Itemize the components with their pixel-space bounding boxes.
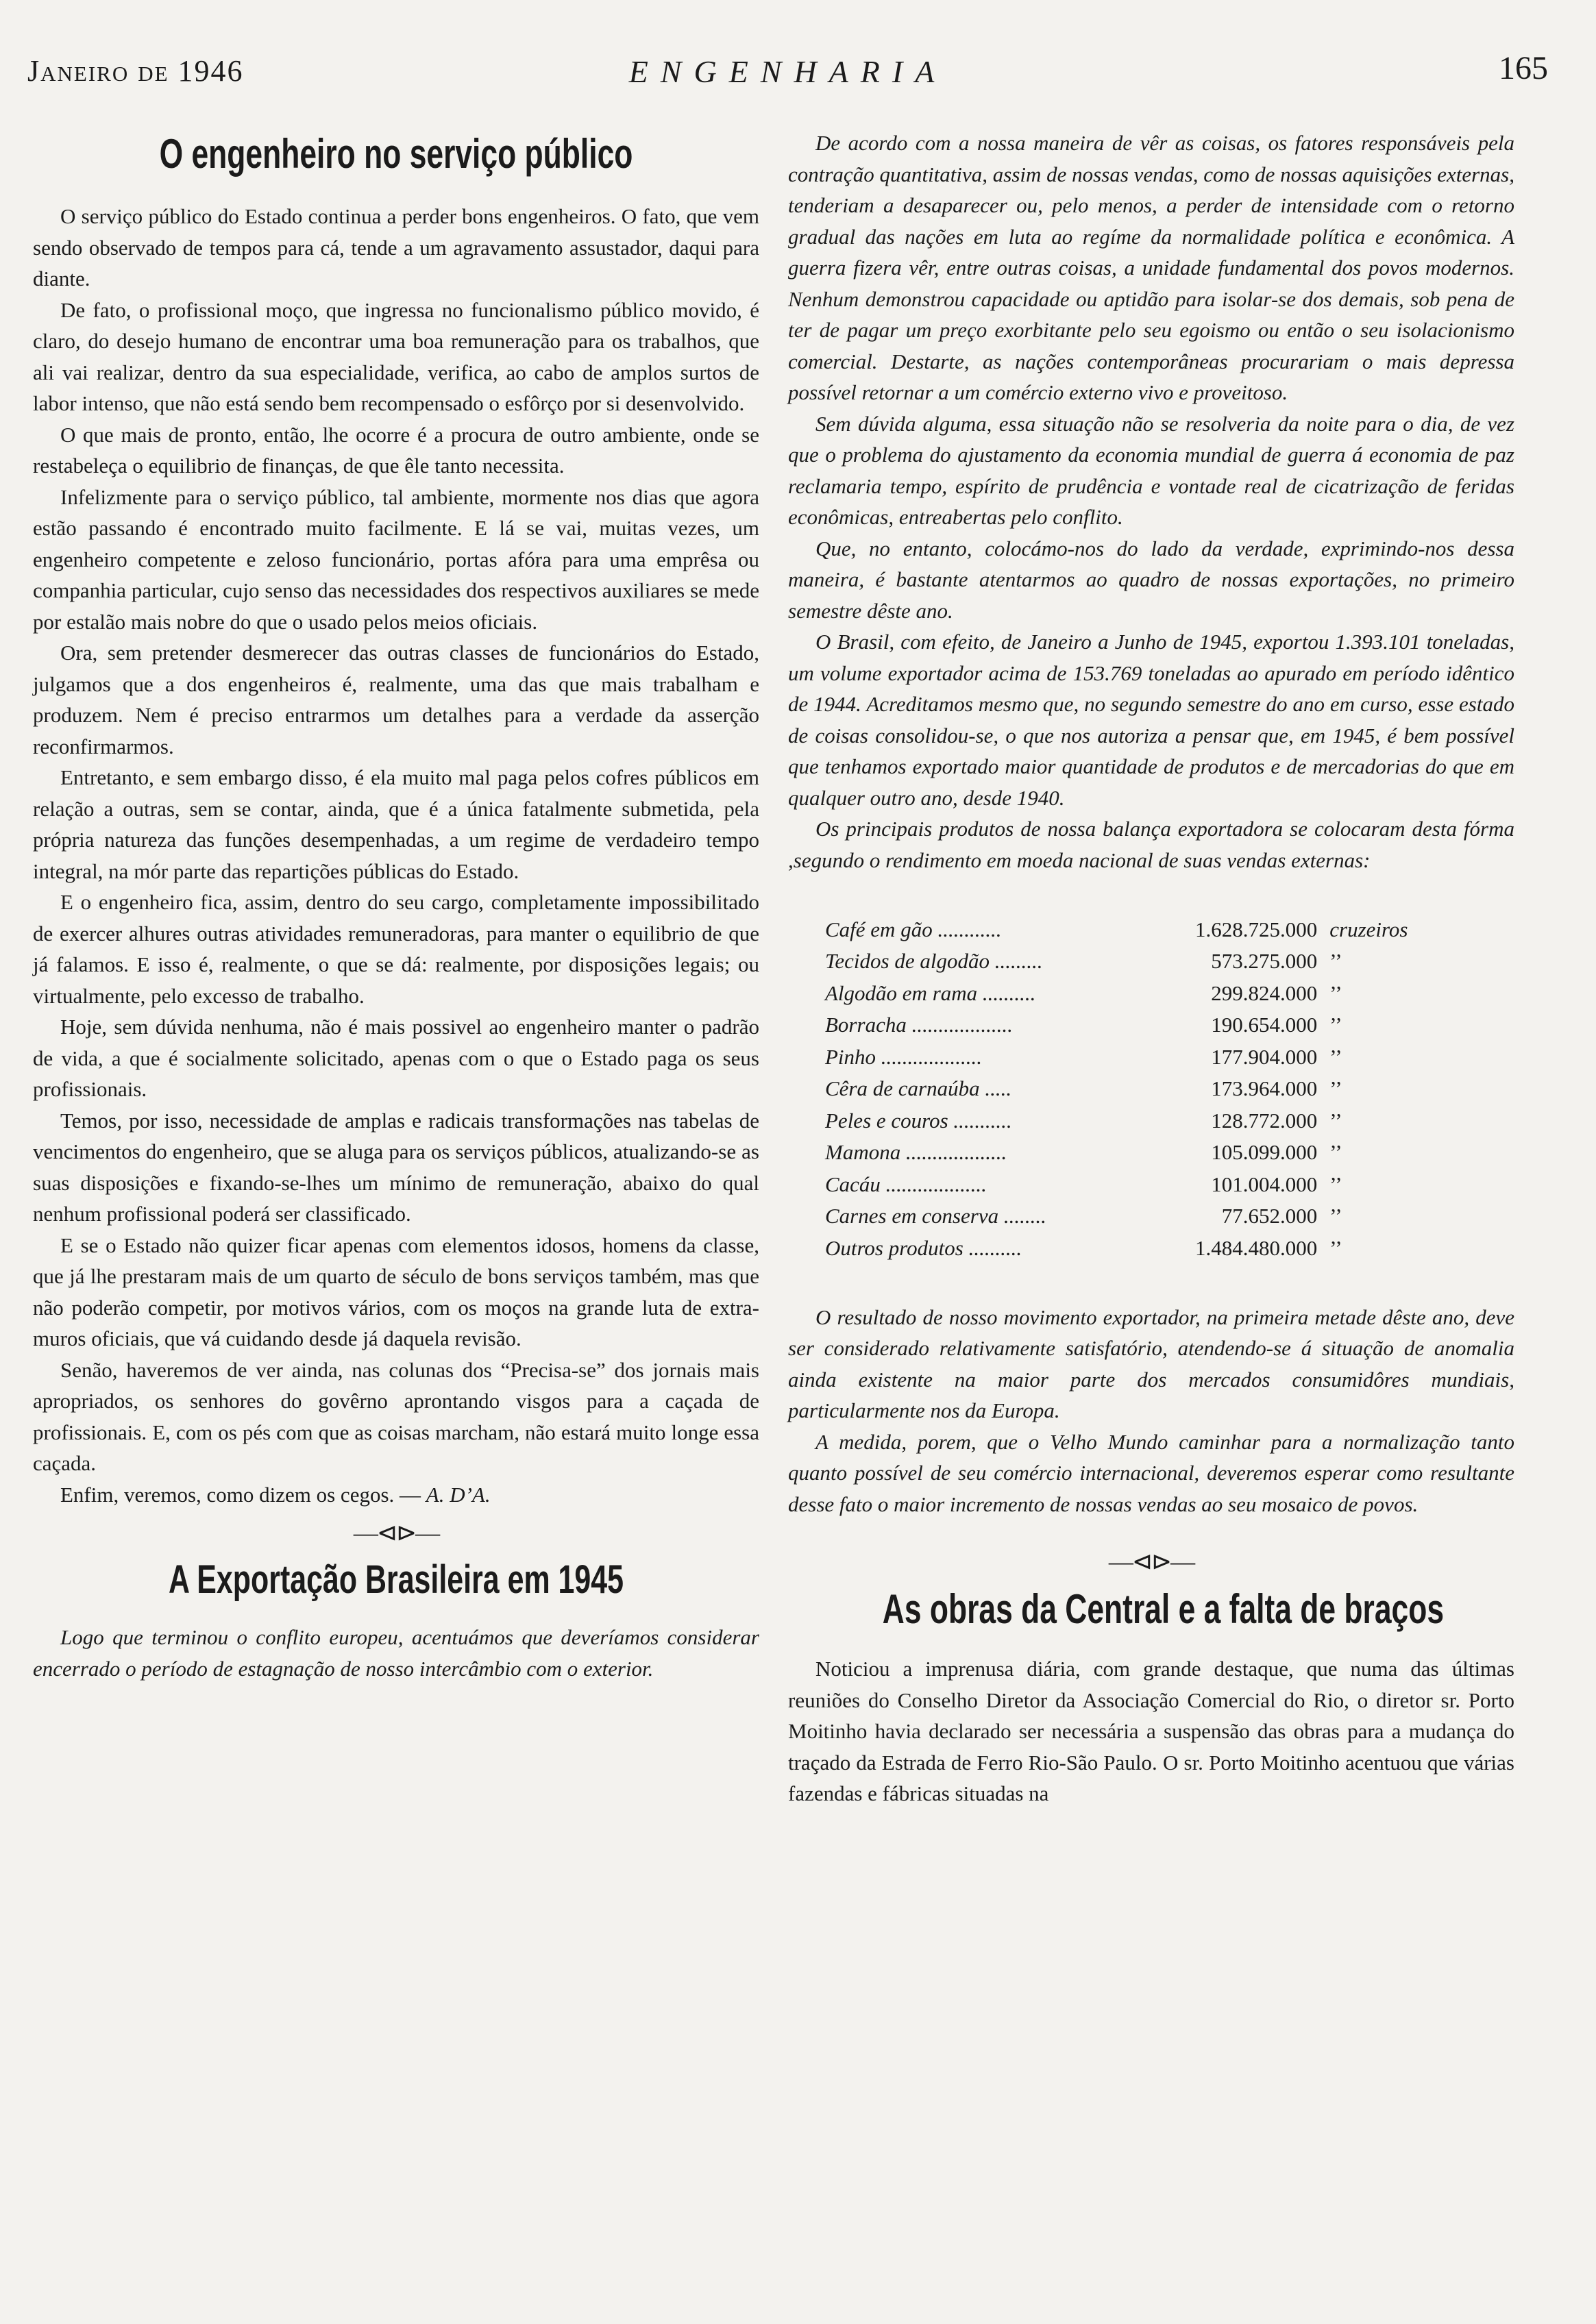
product-name: Outros produtos ..........: [825, 1235, 1022, 1260]
article1-paragraph: Ora, sem pretender desmerecer das outras classes de funcionários do Estado, julgamos que a dos engenheiros é, realmente, uma das que mais trabalham e produzem. Nem é preciso entrarmos um detalhes para a verdade da asserção reconfirmarmos.: [33, 641, 759, 758]
left-column: [33, 116, 759, 1684]
ditto-mark: ’’: [1329, 1013, 1342, 1037]
product-name: Pinho ...................: [825, 1044, 983, 1069]
article1-closing: [33, 1479, 759, 1511]
product-value: 173.964.000: [1211, 1076, 1318, 1100]
product-name: Cacáu ...................: [825, 1172, 987, 1196]
product-name: Café em gão ............: [825, 917, 1002, 941]
exports-table: [825, 910, 1480, 1261]
ditto-mark: ’’: [1329, 1235, 1342, 1260]
ditto-mark: ’’: [1329, 980, 1342, 1005]
article1-paragraph: Infelizmente para o serviço público, tal ambiente, mormente nos dias que agora estão passando é encontrado muito facilmente. E lá se vai, muitas vezes, um engenheiro competente e zeloso funcionário, portas afóra para uma emprêsa ou companhia particular, cujo senso das necessidades dos respectivos auxiliares se mede por estalão mais nobre do que o usado pelos meios oficiais.: [33, 484, 759, 634]
article1-paragraph: De fato, o profissional moço, que ingressa no funcionalismo público movido, é claro, do desejo humano de encontrar uma boa remuneração para os trabalhos, que ali vai realizar, dentro da sua especialidade, verifica, ao cabo de amplos surtos de labor intenso, que não está sendo bem recompensado o esfôrço por si desenvolvido.: [33, 297, 759, 415]
article1-paragraph: Senão, haveremos de ver ainda, nas colunas dos “Precisa-se” dos jornais mais apropriados, os senhores do govêrno aprontando visgos para a caçada de profissionais. E, com os pés com que as coisas marcham, não estará muito longe essa caçada.: [33, 1357, 759, 1475]
article2-paragraph: A medida, porem, que o Velho Mundo caminhar para a normalização tanto quanto possível de seu comércio internacional, deveremos esperar como resultante desse fato o maior incremento de nossas vendas ao seu mosaico de povos.: [788, 1429, 1514, 1516]
article2-paragraph: Que, no entanto, colocámo-nos do lado da verdade, exprimindo-nos dessa maneira, é bastante atentarmos ao quadro de nossas exportações, no primeiro semestre dêste ano.: [788, 536, 1514, 623]
product-value: 77.652.000: [1221, 1204, 1318, 1228]
exports-table-row: [825, 1037, 1480, 1070]
product-name: Tecidos de algodão .........: [825, 949, 1043, 973]
article2-title: A Exportação Brasileira em 1945: [168, 1557, 624, 1602]
closing-text: Enfim, veremos, como dizem os cegos. —: [60, 1482, 421, 1507]
article3-paragraph: Noticiou a imprenusa diária, com grande destaque, que numa das últimas reuniões do Conselho Diretor da Associação Comercial do Rio, o diretor sr. Porto Moitinho havia declarado ser necessária a suspensão das obras para a mudança do traçado da Estrada de Ferro Rio-São Paulo. O sr. Porto Moitinho acentuou que várias fazendas e fábricas situadas na: [788, 1657, 1514, 1805]
product-value: 1.484.480.000: [1195, 1235, 1318, 1260]
product-value: 573.275.000: [1211, 949, 1318, 973]
article2-paragraph: De acordo com a nossa maneira de vêr as coisas, os fatores responsáveis pela contração quantitativa, assim de nossas vendas, como de nossas aquisições externas, tenderiam a desaparecer ou, pelo menos, a perder de intensidade com o retorno gradual das nações em luta ao regíme da normalidade política e econômica. A guerra fizera vêr, entre outras coisas, a unidade fundamental dos povos modernos. Nenhum demonstrou capacidade ou aptidão para isolar-se dos demais, sob pena de ter de pagar um preço exorbitante pelo seu egoismo ou então o seu isolacionismo comercial. Destarte, as nações contemporâneas procurariam o mais depressa possível retornar a um comércio externo vivo e proveitoso.: [788, 131, 1514, 404]
section-separator: —⊲⊳—: [353, 1519, 439, 1546]
page-header: [27, 48, 1548, 96]
article1-title: O engenheiro no serviço público: [159, 131, 633, 177]
exports-table-row: [825, 1133, 1480, 1165]
ditto-mark: ’’: [1329, 949, 1342, 973]
ditto-mark: ’’: [1329, 1076, 1342, 1100]
exports-table-row: [825, 974, 1480, 1006]
product-value: 101.004.000: [1211, 1172, 1318, 1196]
exports-table-row: [825, 1165, 1480, 1197]
article1-paragraph: O que mais de pronto, então, lhe ocorre é a procura de outro ambiente, onde se restabeleça o equilibrio de finanças, de que êle tanto necessita.: [33, 422, 759, 478]
article1-paragraph: O serviço público do Estado continua a perder bons engenheiros. O fato, que vem sendo observado de tempos para cá, tende a um agravamento assustador, daqui para diante.: [33, 204, 759, 290]
exports-table-row: [825, 1101, 1480, 1133]
page-number: 165: [1499, 50, 1548, 86]
article3-title: As obras da Central e a falta de braços: [882, 1586, 1445, 1632]
article1-paragraph: E se o Estado não quizer ficar apenas com elementos idosos, homens da classe, que já lhe prestaram mais de um quarto de século de bons serviços também, mas que não poderão competir, por motivos vários, com os moços na grande luta de extra-muros oficiais, que vá cuidando desde já daquela revisão.: [33, 1233, 759, 1350]
product-value: 128.772.000: [1211, 1108, 1318, 1133]
article1-paragraph: E o engenheiro fica, assim, dentro do seu cargo, completamente impossibilitado de exercer alhures outras atividades remuneradoras, para manter o equilibrio de que já falamos. E isso é, realmente, o que se dá: realmente, por disposições legais; ou virtualmente, pelo excesso de trabalho.: [33, 890, 759, 1008]
issue-date: Janeiro de 1946: [27, 54, 244, 88]
ditto-mark: ’’: [1329, 1172, 1342, 1196]
product-value: 299.824.000: [1211, 980, 1318, 1005]
article2-paragraph: O resultado de nosso movimento exportador, na primeira metade dêste ano, deve ser considerado relativamente satisfatório, atendendo-se á situação de anomalia ainda existente na maior parte dos mercados consumidôres mundiais, particularmente nos da Europa.: [788, 1305, 1514, 1422]
product-value: 190.654.000: [1211, 1013, 1318, 1037]
exports-table-row: [825, 942, 1480, 974]
product-name: Algodão em rama ..........: [825, 980, 1036, 1005]
article1-paragraph: Hoje, sem dúvida nenhuma, não é mais possivel ao engenheiro manter o padrão de vida, a que é socialmente solicitado, apenas com o que o Estado paga os seus profissionais.: [33, 1015, 759, 1101]
article1-signature: A. D’A.: [426, 1482, 491, 1507]
right-column: [788, 127, 1514, 1809]
product-value: 177.904.000: [1211, 1044, 1318, 1069]
product-name: Mamona ...................: [825, 1140, 1007, 1164]
exports-table-row: [825, 1228, 1480, 1261]
article2-paragraph: Sem dúvida alguma, essa situação não se resolveria da noite para o dia, de vez que o problema do ajustamento da economia mundial de guerra á economia de paz reclamaria tempo, espírito de prudência e vontade real de cicatrização de feridas econômicas, entreabertas pelo conflito.: [788, 411, 1514, 529]
ditto-mark: ’’: [1329, 1140, 1342, 1164]
exports-table-row: [825, 1070, 1480, 1102]
exports-table-row: [825, 1197, 1480, 1229]
journal-title: ENGENHARIA: [628, 54, 947, 89]
article2-paragraph: Logo que terminou o conflito europeu, acentuámos que deveríamos considerar encerrado o período de estagnação de nosso intercâmbio com o exterior.: [33, 1625, 759, 1681]
article1-paragraph: Entretanto, e sem embargo disso, é ela muito mal paga pelos cofres públicos em relação a outras, sem se contar, ainda, que é a única fatalmente submetida, pela própria natureza das funções desempenhadas, a um regime de verdadeiro tempo integral, na mór parte das repartições públicas do Estado.: [33, 765, 759, 883]
section-separator: —⊲⊳—: [1108, 1548, 1194, 1575]
exports-table-row: [825, 910, 1480, 942]
ditto-mark: ’’: [1329, 1044, 1342, 1069]
ditto-mark: ’’: [1329, 1204, 1342, 1228]
product-value: 1.628.725.000: [1195, 917, 1318, 941]
ditto-mark: ’’: [1329, 1108, 1342, 1133]
product-value: 105.099.000: [1211, 1140, 1318, 1164]
product-name: Peles e couros ...........: [825, 1108, 1012, 1133]
product-name: Borracha ...................: [825, 1013, 1013, 1037]
article2-paragraph: Os principais produtos de nossa balança exportadora se colocaram desta fórma ,segundo o rendimento em moeda nacional de suas vendas externas:: [788, 817, 1514, 872]
exports-table-row: [825, 1006, 1480, 1038]
currency-unit: cruzeiros: [1329, 917, 1408, 941]
product-name: Cêra de carnaúba .....: [825, 1076, 1012, 1100]
product-name: Carnes em conserva ........: [825, 1204, 1046, 1228]
article2-paragraph: O Brasil, com efeito, de Janeiro a Junho de 1945, exportou 1.393.101 toneladas, um volume exportador acima de 153.769 toneladas ao apurado em período idêntico de 1944. Acreditamos mesmo que, no segundo semestre do ano em curso, esse estado de coisas consolidou-se, o que nos autoriza a pensar que, em 1945, é bem possível que tenhamos exportado maior quantidade de produtos e de mercadorias do que em qualquer outro ano, desde 1940.: [788, 630, 1514, 810]
article1-paragraph: Temos, por isso, necessidade de amplas e radicais transformações nas tabelas de vencimentos do engenheiro, que se aluga para os serviços públicos, atualizando-se as suas disposições e fixando-se-lhes um mínimo de remuneração, abaixo do qual nenhum profissional poderá ser classificado.: [33, 1108, 759, 1226]
